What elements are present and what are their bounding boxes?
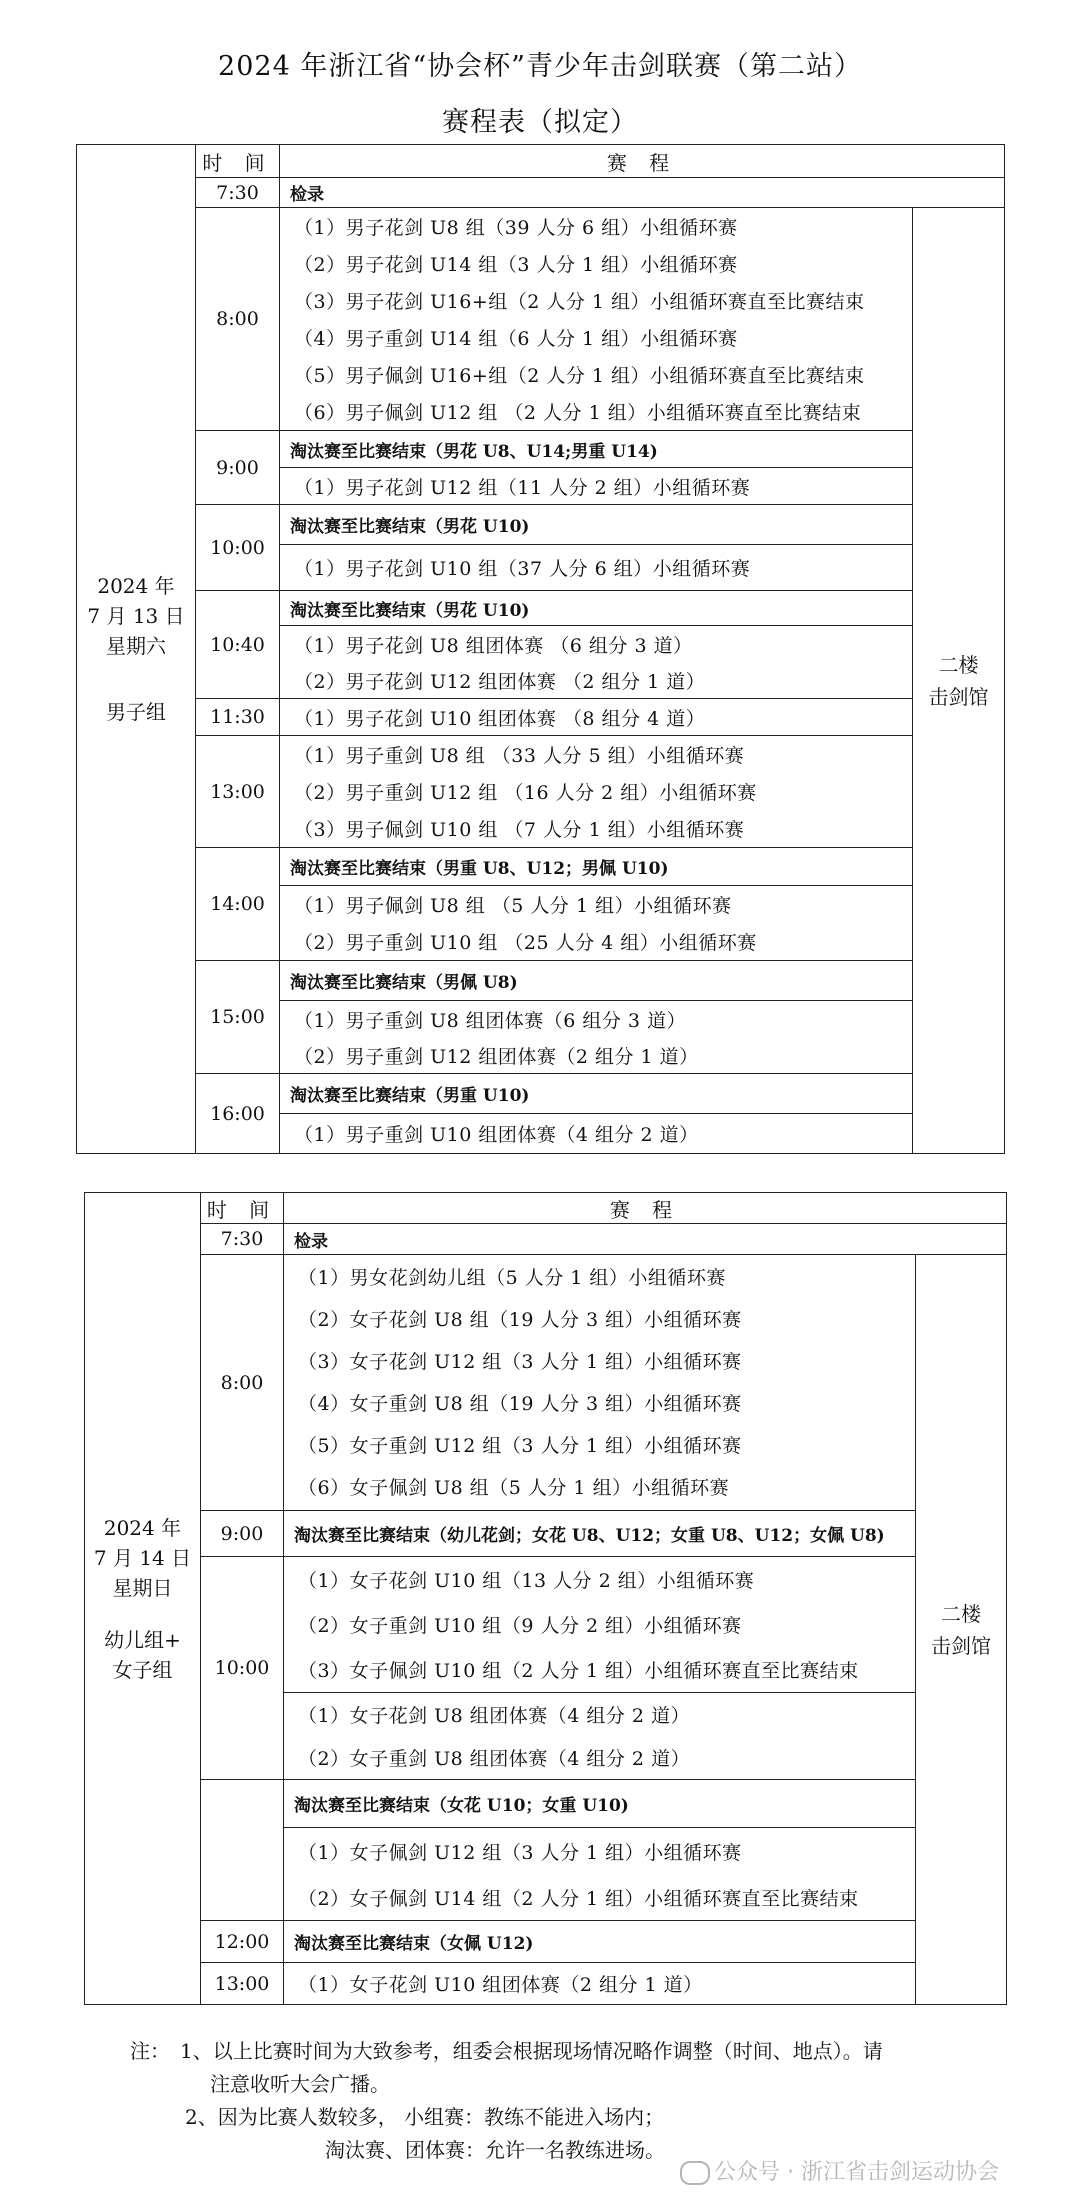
list-item: （3）女子佩剑 U10 组（2 人分 1 组）小组循环赛直至比赛结束 bbox=[298, 1660, 859, 1682]
checkin-cell: 检录 bbox=[280, 178, 1005, 208]
venue-hall: 击剑馆 bbox=[928, 684, 989, 709]
document-title: 2024 年浙江省“协会杯”青少年击剑联赛（第二站） bbox=[218, 51, 862, 82]
table-header-row bbox=[77, 145, 1005, 178]
table-row bbox=[77, 736, 1005, 848]
table-row bbox=[85, 1963, 1007, 2005]
day1-date-cell bbox=[77, 145, 196, 1154]
list-item: （4）男子重剑 U14 组（6 人分 1 组）小组循环赛 bbox=[294, 328, 738, 350]
schedule-table-day2 bbox=[84, 1192, 1007, 2005]
note-2-line2: 淘汰赛、团体赛：允许一名教练进场。 bbox=[325, 2138, 665, 2162]
list-item: （6）男子佩剑 U12 组 （2 人分 1 组）小组循环赛直至比赛结束 bbox=[294, 402, 862, 424]
time-cell-empty bbox=[201, 1780, 284, 1921]
list-item: （1）男子佩剑 U8 组 （5 人分 1 组）小组循环赛 bbox=[294, 895, 732, 917]
time-cell: 8:00 bbox=[201, 1255, 284, 1511]
table-row bbox=[77, 848, 1005, 886]
event-block bbox=[284, 1828, 916, 1921]
venue-floor: 二楼 bbox=[941, 1601, 981, 1626]
list-item: （3）男子花剑 U16+组（2 人分 1 组）小组循环赛直至比赛结束 bbox=[294, 291, 865, 313]
venue-floor: 二楼 bbox=[938, 652, 979, 677]
list-item: （2）女子重剑 U8 组团体赛（4 组分 2 道） bbox=[298, 1748, 691, 1770]
event-block bbox=[280, 886, 913, 961]
time-cell: 16:00 bbox=[196, 1074, 280, 1154]
time-cell: 9:00 bbox=[201, 1511, 284, 1557]
list-item: （1）女子花剑 U10 组团体赛（2 组分 1 道） bbox=[298, 1974, 703, 1996]
time-cell: 10:00 bbox=[196, 505, 280, 591]
list-item: （2）女子花剑 U8 组（19 人分 3 组）小组循环赛 bbox=[298, 1308, 742, 1331]
list-item: （1）男子重剑 U8 组 （33 人分 5 组）小组循环赛 bbox=[294, 745, 745, 767]
list-item: （5）女子重剑 U12 组（3 人分 1 组）小组循环赛 bbox=[298, 1434, 742, 1457]
table-row bbox=[85, 1557, 1007, 1693]
notes-label: 注： bbox=[130, 2039, 170, 2063]
note-1-line2: 注意收听大会广播。 bbox=[210, 2072, 390, 2096]
event-cell bbox=[284, 1963, 916, 2005]
list-item: （1）男子重剑 U10 组团体赛（4 组分 2 道） bbox=[294, 1124, 699, 1146]
list-item: （1）男子花剑 U12 组（11 人分 2 组）小组循环赛 bbox=[294, 476, 751, 499]
day2-year: 2024 年 bbox=[103, 1515, 182, 1540]
header-time: 时 间 bbox=[196, 145, 280, 178]
time-cell: 11:30 bbox=[196, 699, 280, 736]
time-cell: 7:30 bbox=[196, 178, 280, 208]
event-block bbox=[280, 208, 913, 431]
list-item: （1）女子佩剑 U12 组（3 人分 1 组）小组循环赛 bbox=[298, 1841, 742, 1864]
event-block bbox=[280, 626, 913, 699]
document-subtitle: 赛程表（拟定） bbox=[442, 107, 638, 138]
list-item: （4）女子重剑 U8 组（19 人分 3 组）小组循环赛 bbox=[298, 1392, 742, 1415]
time-cell: 13:00 bbox=[196, 736, 280, 848]
list-item: （2）男子花剑 U12 组团体赛 （2 组分 1 道） bbox=[294, 670, 706, 693]
day2-group-line1: 幼儿组+ bbox=[104, 1627, 181, 1652]
schedule-table-day1 bbox=[76, 144, 1005, 1154]
table-row bbox=[77, 208, 1005, 431]
day2-group-line2: 女子组 bbox=[112, 1657, 173, 1682]
table-row bbox=[85, 1921, 1007, 1963]
event-cell bbox=[280, 468, 913, 505]
table-row bbox=[77, 961, 1005, 1001]
list-item: （3）男子佩剑 U10 组 （7 人分 1 组）小组循环赛 bbox=[294, 819, 745, 841]
day2-date-cell bbox=[85, 1193, 201, 2005]
list-item: （1）女子花剑 U10 组（13 人分 2 组）小组循环赛 bbox=[298, 1570, 755, 1592]
time-cell: 8:00 bbox=[196, 208, 280, 431]
checkin-cell: 检录 bbox=[284, 1224, 1007, 1255]
list-item: （1）女子花剑 U8 组团体赛（4 组分 2 道） bbox=[298, 1705, 691, 1727]
list-item: （5）男子佩剑 U16+组（2 人分 1 组）小组循环赛直至比赛结束 bbox=[294, 365, 865, 387]
day2-venue-cell bbox=[916, 1255, 1007, 2005]
day1-year: 2024 年 bbox=[97, 574, 175, 598]
list-item: （1）男子花剑 U10 组团体赛 （8 组分 4 道） bbox=[294, 707, 706, 730]
list-item: （6）女子佩剑 U8 组（5 人分 1 组）小组循环赛 bbox=[298, 1476, 730, 1499]
knockout-cell: 淘汰赛至比赛结束（男花 U10) bbox=[280, 505, 913, 545]
list-item: （1）男女花剑幼儿组（5 人分 1 组）小组循环赛 bbox=[298, 1266, 726, 1289]
table-row bbox=[77, 591, 1005, 626]
day1-group: 男子组 bbox=[106, 700, 166, 724]
event-cell bbox=[280, 1114, 913, 1154]
knockout-cell: 淘汰赛至比赛结束（男重 U10) bbox=[280, 1074, 913, 1114]
event-cell bbox=[280, 699, 913, 736]
table-row bbox=[85, 1224, 1007, 1255]
table-row bbox=[85, 1780, 1007, 1828]
table-row bbox=[85, 1511, 1007, 1557]
note-1 bbox=[130, 2035, 1030, 2068]
event-block bbox=[280, 736, 913, 848]
knockout-cell: 淘汰赛至比赛结束（男花 U10) bbox=[280, 591, 913, 626]
list-item: （1）男子花剑 U8 组（39 人分 6 组）小组循环赛 bbox=[294, 217, 738, 239]
day1-date: 7 月 13 日 bbox=[87, 604, 185, 628]
table-header-row bbox=[85, 1193, 1007, 1224]
table-row bbox=[77, 178, 1005, 208]
list-item: （2）男子重剑 U12 组 （16 人分 2 组）小组循环赛 bbox=[294, 782, 757, 804]
day2-date: 7 月 14 日 bbox=[93, 1545, 192, 1570]
list-item: （1）男子花剑 U8 组团体赛 （6 组分 3 道） bbox=[294, 634, 693, 657]
event-cell bbox=[280, 545, 913, 591]
venue-hall: 击剑馆 bbox=[931, 1633, 991, 1658]
time-cell: 10:40 bbox=[196, 591, 280, 699]
note-2-line1: 2、因为比赛人数较多， 小组赛：教练不能进入场内； bbox=[185, 2105, 665, 2129]
list-item: （2）女子重剑 U10 组（9 人分 2 组）小组循环赛 bbox=[298, 1615, 742, 1637]
time-cell: 15:00 bbox=[196, 961, 280, 1074]
knockout-cell: 淘汰赛至比赛结束（男佩 U8) bbox=[280, 961, 913, 1001]
list-item: （2）男子花剑 U14 组（3 人分 1 组）小组循环赛 bbox=[294, 254, 738, 276]
event-block bbox=[284, 1693, 916, 1780]
table-row bbox=[77, 699, 1005, 736]
table-row bbox=[77, 431, 1005, 468]
notes-section bbox=[130, 2035, 1030, 2167]
header-schedule: 赛 程 bbox=[280, 145, 1005, 178]
time-cell: 7:30 bbox=[201, 1224, 284, 1255]
day2-weekday: 星期日 bbox=[112, 1575, 173, 1600]
list-item: （3）女子花剑 U12 组（3 人分 1 组）小组循环赛 bbox=[298, 1350, 742, 1373]
event-block bbox=[284, 1557, 916, 1693]
watermark bbox=[680, 2155, 999, 2186]
table-row bbox=[77, 1074, 1005, 1114]
wechat-icon bbox=[680, 2161, 710, 2185]
time-cell: 10:00 bbox=[201, 1557, 284, 1780]
note-2 bbox=[130, 2101, 1030, 2134]
header-time: 时 间 bbox=[201, 1193, 284, 1224]
time-cell: 13:00 bbox=[201, 1963, 284, 2005]
knockout-cell: 淘汰赛至比赛结束（男花 U8、U14;男重 U14) bbox=[280, 431, 913, 468]
knockout-cell: 淘汰赛至比赛结束（女佩 U12) bbox=[284, 1921, 916, 1963]
table-row bbox=[77, 505, 1005, 545]
knockout-cell: 淘汰赛至比赛结束（幼儿花剑；女花 U8、U12；女重 U8、U12；女佩 U8) bbox=[284, 1511, 916, 1557]
time-cell: 12:00 bbox=[201, 1921, 284, 1963]
time-cell: 9:00 bbox=[196, 431, 280, 505]
list-item: （1）男子花剑 U10 组（37 人分 6 组）小组循环赛 bbox=[294, 558, 751, 580]
day1-weekday: 星期六 bbox=[106, 634, 166, 658]
event-block bbox=[280, 1001, 913, 1074]
event-block bbox=[284, 1255, 916, 1511]
time-cell: 14:00 bbox=[196, 848, 280, 961]
list-item: （2）女子佩剑 U14 组（2 人分 1 组）小组循环赛直至比赛结束 bbox=[298, 1887, 859, 1910]
header-schedule: 赛 程 bbox=[284, 1193, 1007, 1224]
knockout-cell: 淘汰赛至比赛结束（女花 U10；女重 U10) bbox=[284, 1780, 916, 1828]
knockout-cell: 淘汰赛至比赛结束（男重 U8、U12；男佩 U10) bbox=[280, 848, 913, 886]
list-item: （2）男子重剑 U12 组团体赛（2 组分 1 道） bbox=[294, 1045, 699, 1068]
day1-venue-cell bbox=[913, 208, 1005, 1154]
watermark-text: 公众号 · 浙江省击剑运动协会 bbox=[714, 2160, 999, 2185]
list-item: （1）男子重剑 U8 组团体赛（6 组分 3 道） bbox=[294, 1009, 687, 1032]
list-item: （2）男子重剑 U10 组 （25 人分 4 组）小组循环赛 bbox=[294, 932, 757, 954]
note-1-line1: 1、以上比赛时间为大致参考，组委会根据现场情况略作调整（时间、地点）。请 bbox=[180, 2039, 883, 2063]
table-row bbox=[85, 1255, 1007, 1511]
